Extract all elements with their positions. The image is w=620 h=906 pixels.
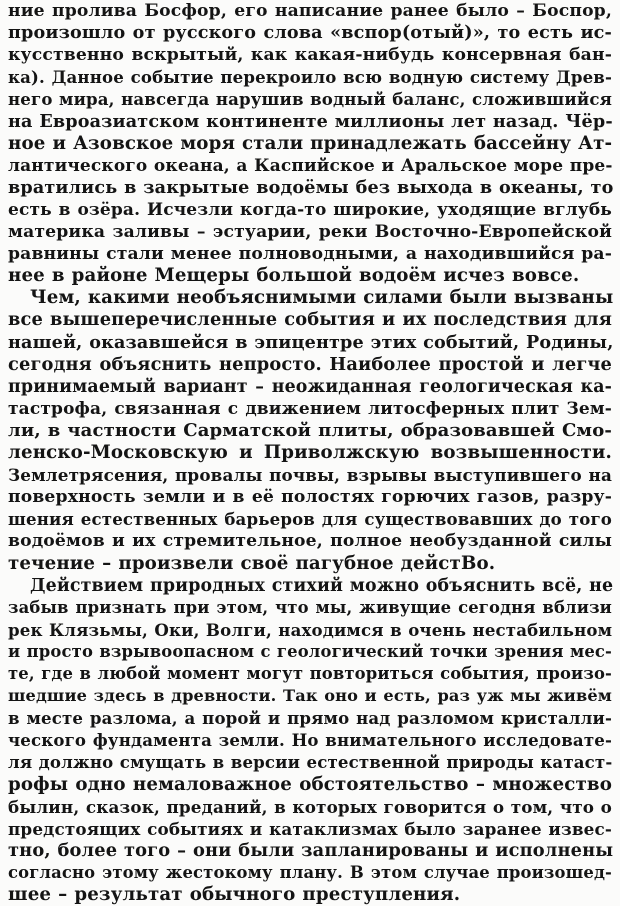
paragraph-1-line-4: ка). Данное событие перекроило всю водную систему Древ- <box>8 67 612 87</box>
paragraph-2-line-7: ли, в частности Сарматской плиты, образовавшей Смо- <box>8 420 612 441</box>
paragraph-3-line-4: и просто взрывоопасном с геологический точки зрения мес- <box>8 642 612 661</box>
paragraph-2-line-10: поверхность земли и в её полостях горючих газов, разру- <box>8 487 612 507</box>
paragraph-3-line-9: ля должно смущать в версии естественной природы катаст- <box>8 752 613 772</box>
paragraph-3-line-6: шедшие здесь в древности. Так оно и есть, раз уж мы живём <box>8 686 612 705</box>
paragraph-2-line-11: шения естественных барьеров для существовавших до того <box>8 509 612 529</box>
paragraph-2-line-12: водоёмов и их стремительное, полное необузданной силы <box>8 531 612 551</box>
paragraph-3-line-1: Действием природных стихий можно объяснить всё, не <box>30 576 614 596</box>
paragraph-3-line-14: согласно этому жестокому плану. В этом случае произошед- <box>8 863 612 882</box>
paragraph-1-line-5: него мира, навсегда нарушив водный баланс, сложившийся <box>8 89 612 109</box>
paragraph-2-line-1: Чем, какими необъяснимыми силами были вызваны <box>30 287 614 308</box>
paragraph-1-line-7: ное и Азовское моря стали принадлежать бассейну Ат- <box>8 133 613 154</box>
paragraph-3-line-7: в месте разлома, а порой и прямо над разломом кристалли- <box>8 708 612 728</box>
paragraph-1-line-8: лантического океана, а Каспийское и Аральское море пре- <box>8 156 613 176</box>
paragraph-2-line-8: ленско-Московскую и Приволжскую возвышенности. <box>8 442 612 463</box>
paragraph-1-line-11: материка заливы – эстуарии, реки Восточно-Европейской <box>8 222 612 242</box>
paragraph-1-line-2: произошло от русского слова «вспор(отый)», то есть ис- <box>8 22 612 43</box>
paragraph-1-line-9: вратились в закрытые водоёмы без выхода в океаны, то <box>8 177 614 198</box>
paragraph-2-line-13: течение – произвели своё пагубное дейстВо. <box>8 553 496 574</box>
paragraph-1-line-10: есть в озёра. Исчезли когда-то широкие, уходящие вглубь <box>8 200 612 220</box>
paragraph-2-line-9: Землетрясения, провалы почвы, взрывы выступившего на <box>8 465 612 485</box>
paragraph-1-line-13: нее в районе Мещеры большой водоём исчез вовсе. <box>8 265 580 286</box>
paragraph-1-line-6: на Евроазиатском континенте миллионы лет назад. Чёр- <box>8 111 613 132</box>
paragraph-2-line-2: все вышеперечисленные события и их последствия для <box>8 309 612 330</box>
paragraph-3-line-13: тно, более того – они были запланированы и исполнены <box>8 840 614 861</box>
paragraph-1-line-1: ние пролива Босфор, его написание ранее было – Боспор, <box>8 1 612 21</box>
paragraph-2-line-5: принимаемый вариант – неожиданная геологическая ка- <box>8 377 612 397</box>
paragraph-3-line-12: предстоящих событиях и катаклизмах было заранее извес- <box>8 819 612 839</box>
paragraph-3-line-10: рофы одно немаловажное обстоятельство – множество <box>8 774 612 795</box>
paragraph-2-line-4: сегодня объяснить непросто. Наиболее простой и легче <box>8 354 612 375</box>
paragraph-3-line-11: былин, сказок, преданий, в которых говорится о том, что о <box>8 797 612 817</box>
paragraph-3-line-5: те, где в любой момент могут повториться события, произо- <box>8 664 612 683</box>
paragraph-1-line-3: кусственно вскрытый, как какая-нибудь консервная бан- <box>8 45 612 65</box>
paragraph-3-line-2: забыв признать при этом, что мы, живущие сегодня вблизи <box>8 598 612 617</box>
paragraph-3-line-15: шее – результат обычного преступления. <box>8 884 461 905</box>
paragraph-3-line-3: рек Клязьмы, Оки, Волги, находимся в очень нестабильном <box>8 620 613 640</box>
paragraph-1-line-12: равнины стали менее полноводными, а находившийся ра- <box>8 244 612 264</box>
paragraph-3-line-8: ческого фундамента земли. Но внимательного исследовате- <box>8 730 612 750</box>
paragraph-2-line-3: нашей, оказавшейся в эпицентре этих событий, Родины, <box>8 332 614 353</box>
paragraph-2-line-6: тастрофа, связанная с движением литосферных плит Зем- <box>8 399 612 419</box>
